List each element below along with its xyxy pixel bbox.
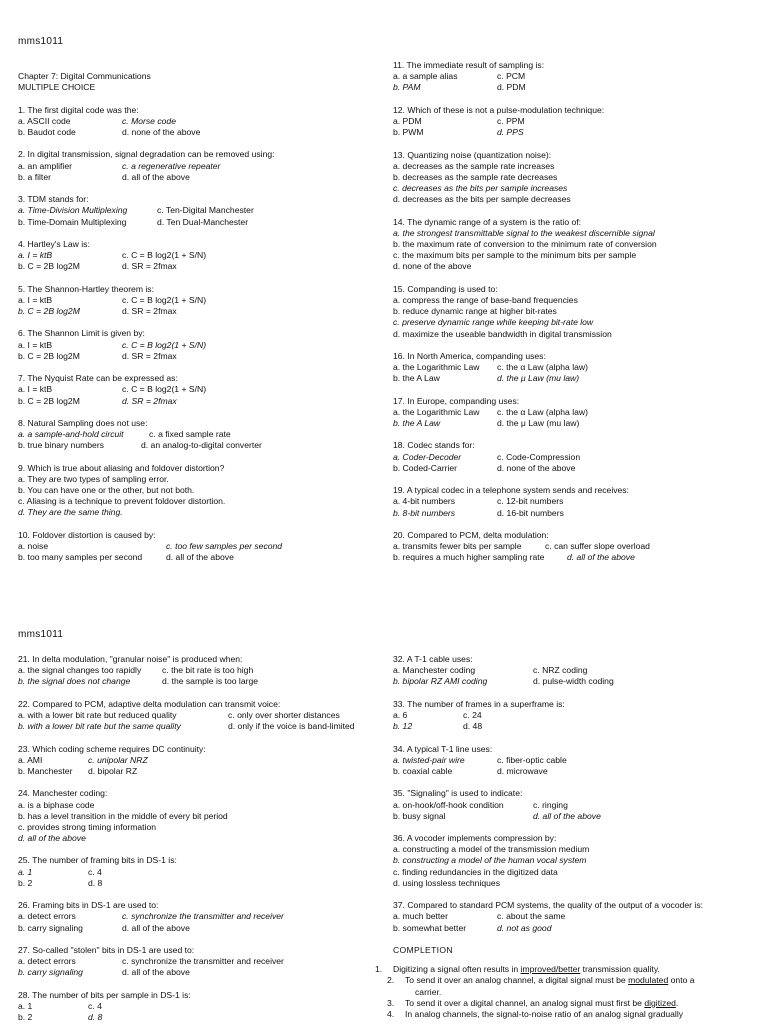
page1-right-column [393,60,763,575]
answer-option-correct: b. PAM [393,82,421,93]
completion-number: 3. [387,997,395,1008]
answer-option: c. NRZ coding [533,665,588,676]
question-block [393,351,763,385]
question-block [393,654,765,688]
answer-option: c. 4 [88,866,102,877]
answer-option: b. the A Law [393,373,440,384]
question-block [18,418,378,452]
answer-option-correct: c. preserve dynamic range while keeping bit-rate low [393,317,594,328]
answer-option: c. C = B log2(1 + S/N) [122,384,207,395]
answer-option: c. C = B log2(1 + S/N) [122,294,207,305]
answer-option: a. detect errors [18,956,76,967]
question-text: 5. The Shannon-Hartley theorem is: [18,283,154,294]
answer-option: a. I = ktB [18,384,53,395]
answer-option: d. 8 [88,877,103,888]
question-block [18,284,378,318]
question-block [393,833,765,889]
answer-option-correct: c. unipolar NRZ [88,754,148,765]
answer-option: d. an analog-to-digital converter [141,440,262,451]
question-text: 8. Natural Sampling does not use: [18,417,148,428]
answer-option: d. bipolar RZ [88,765,138,776]
answer-option-correct: a. the strongest transmittable signal to the weakest discernible signal [393,227,655,238]
answer-option-correct: d. 8 [88,1012,103,1023]
question-text: 25. The number of framing bits in DS-1 is: [18,855,177,866]
question-block [393,900,765,934]
answer-option: d. the μ Law (mu law) [497,418,580,429]
answer-option: b. reduce dynamic range at higher bit-rates [393,306,557,317]
answer-option: a. 6 [393,709,408,720]
question-text: 33. The number of frames in a superframe is: [393,698,565,709]
answer-option-correct: c. C = B log2(1 + S/N) [122,339,207,350]
question-text: 36. A vocoder implements compression by: [393,833,557,844]
question-text: 18. Codec stands for: [393,440,475,451]
answer-option-correct: b. with a lower bit rate but the same quality [18,721,181,732]
answer-option: c. provides strong timing information [18,821,157,832]
completion-number: 4. [387,1008,395,1019]
answer-option: b. Baudot code [18,126,76,137]
question-text: 26. Framing bits in DS-1 are used to: [18,900,159,911]
answer-option: c. 4 [88,1000,102,1011]
answer-option-correct: a. 1 [18,866,33,877]
answer-option: a. on-hook/off-hook condition [393,799,504,810]
answer-option-correct: d. PPS [497,127,524,138]
question-text: 20. Compared to PCM, delta modulation: [393,530,549,541]
answer-option: a. Manchester coding [393,665,476,676]
answer-option-correct: a. I = ktB [18,250,53,261]
completion-answer: improved/better [520,964,581,975]
question-block [18,788,378,844]
chapter-title: Chapter 7: Digital Communications [18,71,151,81]
answer-option-correct: b. 12 [393,721,413,732]
answer-option: b. has a level transition in the middle of every bit period [18,810,228,821]
question-block [18,900,378,934]
question-block [393,744,765,778]
question-text: 21. In delta modulation, "granular noise" is produced when: [18,654,243,664]
answer-option: a. noise [18,541,49,552]
answer-option: a. ASCII code [18,115,71,126]
answer-option-correct: a. Time-Division Multiplexing [18,205,128,216]
answer-option-correct: d. SR = 2fmax [122,395,177,406]
answer-option: c. ringing [533,799,568,810]
answer-option: c. 24 [463,709,482,720]
answer-option: b. Time-Domain Multiplexing [18,216,127,227]
question-text: 15. Companding is used to: [393,283,498,294]
question-text: 22. Compared to PCM, adaptive delta modulation can transmit voice: [18,698,281,709]
answer-option: a. the Logarithmic Law [393,362,480,373]
completion-text: To send it over an analog channel, a digital signal must be [405,975,629,986]
answer-option: d. SR = 2fmax [122,306,177,317]
answer-option: c. the α Law (alpha law) [497,362,588,373]
question-block [393,150,763,206]
completion-item [375,964,765,975]
answer-option: d. 48 [463,721,483,732]
answer-option: c. synchronize the transmitter and receiver [122,956,284,967]
question-text: 28. The number of bits per sample in DS-1 is: [18,989,191,1000]
answer-option: b. coaxial cable [393,765,453,776]
answer-option-correct: a. twisted-pair wire [393,754,465,765]
question-text: 1. The first digital code was the: [18,104,139,115]
completion-continuation: carrier. [415,986,442,997]
answer-option: a. an amplifier [18,160,72,171]
answer-option-correct: b. 8-bit numbers [393,507,456,518]
answer-option: d. pulse-width coding [533,676,614,687]
answer-option-correct: c. decreases as the bits per sample increases [393,183,568,194]
question-text: 3. TDM stands for: [18,194,89,205]
answer-option: c. the bit rate is too high [162,665,254,676]
completion-item [375,975,765,986]
answer-option: d. none of the above [122,126,201,137]
answer-option-correct: c. a regenerative repeater [122,160,221,171]
completion-title: COMPLETION [393,944,453,955]
completion-answer: modulated [628,975,669,986]
question-text: 34. A typical T-1 line uses: [393,743,493,754]
completion-number: 1. [375,964,383,975]
question-block [393,217,763,273]
answer-option: d. all of the above [122,171,190,182]
question-block [18,855,378,889]
answer-option: c. only over shorter distances [228,709,340,720]
completion-text: Digitizing a signal often results in [393,964,521,975]
question-text: 27. So-called "stolen" bits in DS-1 are used to: [18,944,195,955]
question-block [393,284,763,340]
answer-option: c. PPM [497,115,525,126]
answer-option: d. SR = 2fmax [122,261,177,272]
question-block [393,485,763,519]
answer-option-correct: a. a sample-and-hold circuit [18,429,124,440]
answer-option: c. PCM [497,71,526,82]
answer-option: a. detect errors [18,911,76,922]
answer-option: b. carry signaling [18,922,83,933]
answer-option-correct: c. synchronize the transmitter and receiver [122,911,284,922]
answer-option: a. the Logarithmic Law [393,406,480,417]
answer-option: c. finding redundancies in the digitized data [393,866,558,877]
answer-option: d. Ten Dual-Manchester [157,216,249,227]
answer-option: d. PDM [497,82,526,93]
answer-option-correct: b. C = 2B log2M [18,306,80,317]
question-text: 4. Hartley's Law is: [18,238,90,249]
answer-option-correct: d. the μ Law (mu law) [497,373,580,384]
question-block [393,530,763,564]
answer-option: d. maximize the useable bandwidth in digital transmission [393,328,612,339]
question-block [18,373,378,407]
answer-option: d. all of the above [122,922,190,933]
page2-left-column [18,654,378,1024]
answer-option: a. PDM [393,115,422,126]
answer-option: a. 4-bit numbers [393,496,456,507]
answer-option: c. Code-Compression [497,451,581,462]
answer-option: b. Coded-Carrier [393,462,457,473]
question-block [18,530,378,564]
answer-option-correct: b. carry signaling [18,967,83,978]
answer-option-correct: b. the A Law [393,418,441,429]
answer-option: c. fiber-optic cable [497,754,567,765]
completion-number: 2. [387,975,395,986]
question-block [393,60,763,94]
completion-text: In analog channels, the signal-to-noise ratio of an analog signal gradually [405,1008,684,1019]
answer-option: b. C = 2B log2M [18,395,80,406]
answer-option: b. You can have one or the other, but not both. [18,485,195,496]
answer-option-correct: d. all of the above [567,552,635,563]
question-block [18,328,378,362]
answer-option: a. the signal changes too rapidly [18,665,142,676]
question-block [18,990,378,1024]
answer-option: d. all of the above [166,552,234,563]
completion-text: . [675,997,679,1008]
question-text: 14. The dynamic range of a system is the ratio of: [393,216,582,227]
answer-option: b. somewhat better [393,922,467,933]
question-text: 17. In Europe, companding uses: [393,395,520,406]
question-block [18,239,378,273]
answer-option: b. requires a much higher sampling rate [393,552,545,563]
answer-option: c. Aliasing is a technique to prevent foldover distortion. [18,496,226,507]
answer-option-correct: a. Coder-Decoder [393,451,462,462]
question-text: 2. In digital transmission, signal degradation can be removed using: [18,149,275,160]
answer-option: b. the maximum rate of conversion to the minimum rate of conversion [393,239,657,250]
completion-list [375,964,765,1020]
answer-option: d. none of the above [393,261,472,272]
question-text: 24. Manchester coding: [18,788,108,799]
question-block [393,788,765,822]
section-title: MULTIPLE CHOICE [18,82,96,93]
answer-option: c. the maximum bits per sample to the minimum bits per sample [393,250,637,261]
answer-option-correct: c. Morse code [122,115,176,126]
answer-option: b. C = 2B log2M [18,261,80,272]
question-text: 12. Which of these is not a pulse-modulation technique: [393,104,605,115]
answer-option: c. a fixed sample rate [149,429,231,440]
question-block [393,105,763,139]
answer-option-correct: b. the signal does not change [18,676,131,687]
question-block [393,440,763,474]
answer-option: a. a sample alias [393,71,458,82]
answer-option: d. none of the above [497,462,576,473]
answer-option: a. much better [393,911,448,922]
answer-option: d. microwave [497,765,548,776]
answer-option: a. is a biphase code [18,799,95,810]
answer-option: b. 2 [18,1012,33,1023]
question-text: 35. "Signaling" is used to indicate: [393,788,523,799]
answer-option: d. decreases as the bits per sample decreases [393,194,571,205]
page1-left-column [18,71,378,575]
answer-option: a. AMI [18,754,43,765]
answer-option-correct: d. all of the above [18,833,86,844]
question-text: 9. Which is true about aliasing and foldover distortion? [18,462,225,473]
question-block [18,194,378,228]
completion-text: To send it over a digital channel, an analog signal must first be [405,997,645,1008]
question-text: 32. A T-1 cable uses: [393,654,473,664]
answer-option: c. about the same [497,911,566,922]
page1-header: mms1011 [18,36,64,47]
completion-answer: digitized [644,997,676,1008]
answer-option: b. decreases as the sample rate decreases [393,171,558,182]
answer-option: a. transmits fewer bits per sample [393,541,522,552]
answer-option: a. I = ktB [18,339,53,350]
question-block [393,396,763,430]
answer-option: a. decreases as the sample rate increases [393,160,555,171]
question-text: 19. A typical codec in a telephone system sends and receives: [393,485,629,496]
completion-item [375,998,765,1009]
answer-option: b. 2 [18,877,33,888]
answer-option: d. 16-bit numbers [497,507,564,518]
answer-option: b. Manchester [18,765,73,776]
question-text: 10. Foldover distortion is caused by: [18,529,156,540]
answer-option: a. compress the range of base-band frequencies [393,295,578,306]
answer-option: b. C = 2B log2M [18,350,80,361]
page2-header: mms1011 [18,629,64,640]
answer-option: a. They are two types of sampling error. [18,473,169,484]
answer-option-correct: b. constructing a model of the human vocal system [393,855,587,866]
question-block [18,945,378,979]
answer-option-correct: d. They are the same thing. [18,507,123,518]
answer-option: c. 12-bit numbers [497,496,564,507]
answer-option: d. the sample is too large [162,676,259,687]
question-text: 6. The Shannon Limit is given by: [18,328,145,339]
answer-option-correct: d. not as good [497,922,552,933]
question-text: 11. The immediate result of sampling is: [393,60,545,70]
question-block [18,149,378,183]
answer-option: a. constructing a model of the transmission medium [393,844,590,855]
answer-option: d. using lossless techniques [393,877,501,888]
answer-option: c. the α Law (alpha law) [497,406,588,417]
answer-option-correct: b. bipolar RZ AMI coding [393,676,488,687]
question-text: 23. Which coding scheme requires DC continuity: [18,743,206,754]
answer-option-correct: c. too few samples per second [166,541,283,552]
question-text: 13. Quantizing noise (quantization noise): [393,149,552,160]
question-block [18,463,378,519]
answer-option: d. all of the above [122,967,190,978]
question-text: 16. In North America, companding uses: [393,350,546,361]
question-block [18,744,378,778]
question-block [393,699,765,733]
answer-option: c. C = B log2(1 + S/N) [122,250,207,261]
question-block [18,654,378,688]
answer-option: a. I = ktB [18,294,53,305]
answer-option-correct: d. all of the above [533,810,601,821]
answer-option: c. Ten-Digital Manchester [157,205,254,216]
answer-option: b. busy signal [393,810,446,821]
answer-option: b. too many samples per second [18,552,143,563]
answer-option: b. true binary numbers [18,440,104,451]
completion-text: transmission quality. [580,964,660,975]
page2-right-column [375,654,765,1020]
question-block [18,699,378,733]
answer-option: d. SR = 2fmax [122,350,177,361]
answer-option: c. can suffer slope overload [545,541,650,552]
question-text: 37. Compared to standard PCM systems, the quality of the output of a vocoder is: [393,900,704,911]
question-text: 7. The Nyquist Rate can be expressed as: [18,373,178,384]
answer-option: d. only if the voice is band-limited [228,721,355,732]
answer-option: b. a filter [18,171,51,182]
answer-option: b. PWM [393,127,424,138]
completion-text: onto a [668,975,695,986]
answer-option: a. with a lower bit rate but reduced quality [18,709,177,720]
question-block [18,105,378,139]
completion-item [375,1009,765,1020]
answer-option: a. 1 [18,1000,33,1011]
